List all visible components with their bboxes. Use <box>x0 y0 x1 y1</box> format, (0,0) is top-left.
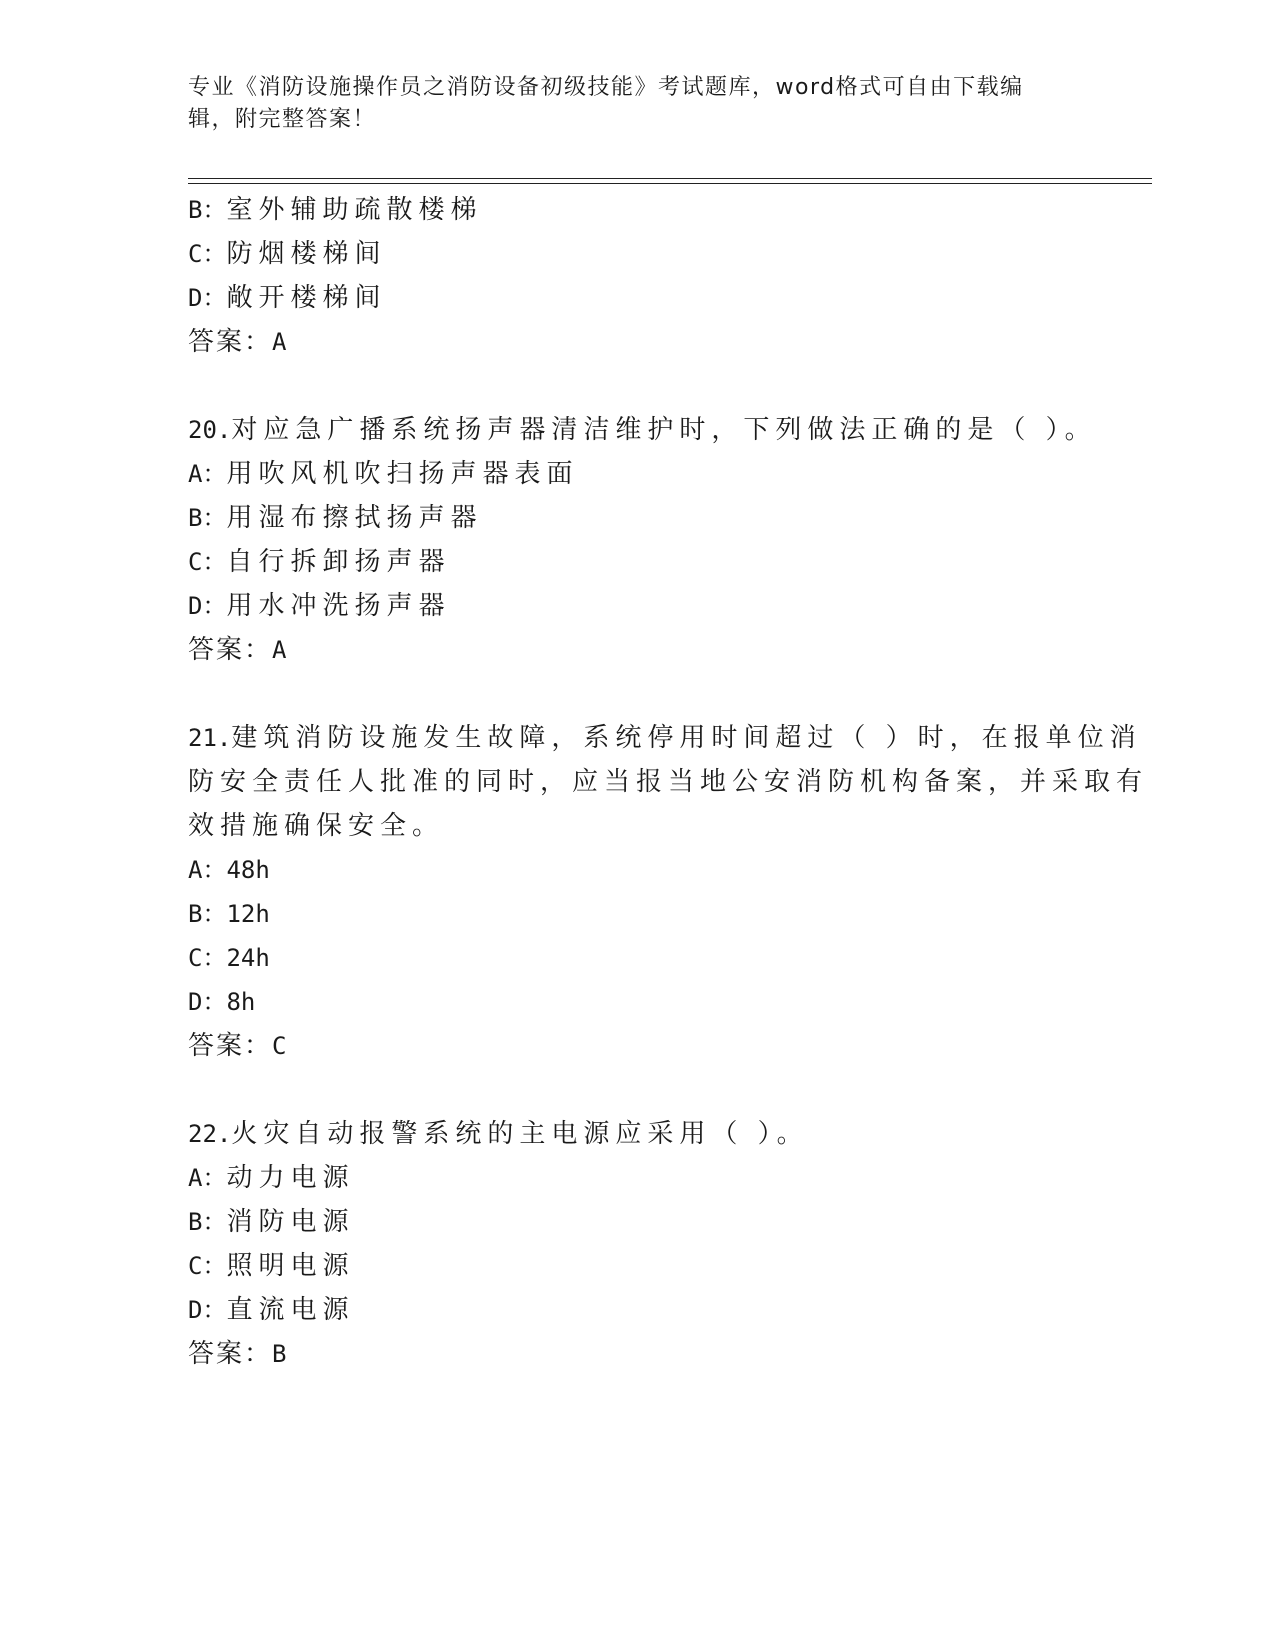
q22-option-d: D：直流电源 <box>188 1295 355 1325</box>
q21-stem-line-3: 效措施确保安全。 <box>188 811 445 841</box>
q21-stem-line-1: 21.建筑消防设施发生故障，系统停用时间超过（ ）时，在报单位消 <box>188 723 1142 753</box>
document-header <box>188 72 1068 136</box>
q21-stem-line-2: 防安全责任人批准的同时，应当报当地公安消防机构备案，并采取有 <box>188 767 1149 797</box>
q22-stem: 22.火灾自动报警系统的主电源应采用（ ）。 <box>188 1119 809 1149</box>
prev-option-d: D：敞开楼梯间 <box>188 283 387 313</box>
prev-answer: 答案：A <box>188 327 287 357</box>
prev-option-c: C：防烟楼梯间 <box>188 239 387 269</box>
q21-option-b: B：12h <box>188 900 270 928</box>
q22-option-b: B：消防电源 <box>188 1207 355 1237</box>
prev-option-b: B：室外辅助疏散楼梯 <box>188 195 483 225</box>
header-text: 专业《消防设施操作员之消防设备初级技能》考试题库，word格式可自由下载编辑，附完整答案！ <box>188 75 1024 132</box>
q20-option-c: C：自行拆卸扬声器 <box>188 547 451 577</box>
q20-option-b: B：用湿布擦拭扬声器 <box>188 503 483 533</box>
header-rule-bottom <box>188 183 1152 184</box>
q21-option-a: A：48h <box>188 856 270 884</box>
q20-stem: 20.对应急广播系统扬声器清洁维护时，下列做法正确的是（ ）。 <box>188 415 1097 445</box>
q20-option-d: D：用水冲洗扬声器 <box>188 591 451 621</box>
q22-option-c: C：照明电源 <box>188 1251 355 1281</box>
q21-option-d: D：8h <box>188 988 256 1016</box>
q22-option-a: A：动力电源 <box>188 1163 355 1193</box>
q20-option-a: A：用吹风机吹扫扬声器表面 <box>188 459 579 489</box>
q22-answer: 答案：B <box>188 1339 287 1369</box>
q20-answer: 答案：A <box>188 635 287 665</box>
header-rule-top <box>188 178 1152 179</box>
q21-option-c: C：24h <box>188 944 270 972</box>
q21-answer: 答案：C <box>188 1031 287 1061</box>
